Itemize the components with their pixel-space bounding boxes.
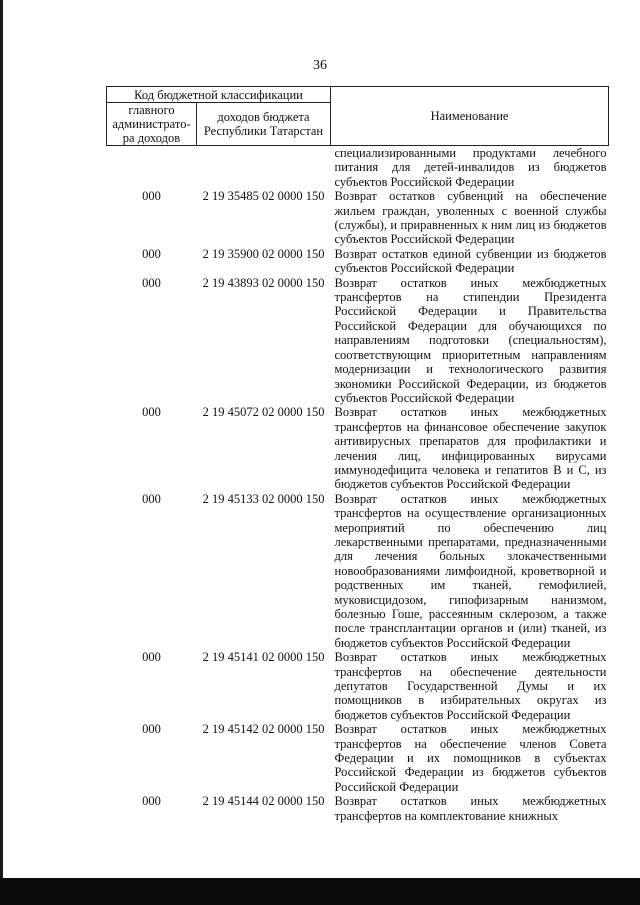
cell-name: Возврат остатков иных межбюджетных трансфертов на осуществление организационных мероприятий по обеспечению лиц лекарственными препаратами, предназначенными для лечения больных злокачественными новообразованиями лимфоидной, кроветворной и родственных им тканей, гемофилией, муковисцидозом, гипофизарным нанизмом, болезнью Гоше, рассеянным склерозом, а также после трансплантации органов и (или) тканей, из бюджетов субъектов Российской Федерации: [334, 491, 607, 650]
table-row: [107, 405, 609, 491]
table-row: [107, 276, 609, 406]
table-body: [107, 146, 609, 824]
cell-name: Возврат остатков иных межбюджетных трансфертов на обеспечение членов Совета Федерации и их помощников в субъектах Российской Федерации из бюджетов субъектов Российской Федерации: [334, 722, 607, 794]
cell-name: Возврат остатков иных межбюджетных трансфертов на обеспечение деятельности депутатов Государственной Думы и их помощников в избирательных округах из бюджетов субъектов Российской Федерации: [334, 650, 607, 722]
cell-revenue-code: 2 19 35900 02 0000 150: [202, 246, 325, 261]
cell-name: Возврат остатков иных межбюджетных трансфертов на комплектование книжных: [334, 794, 607, 823]
budget-classification-table: [106, 86, 609, 823]
cell-admin-code: 000: [142, 794, 161, 809]
cell-name: Возврат остатков единой субвенции из бюджетов субъектов Российской Федерации: [334, 246, 607, 276]
cell-revenue-code: 2 19 45141 02 0000 150: [202, 650, 325, 665]
cell-name: Возврат остатков иных межбюджетных трансфертов на финансовое обеспечение закупок антивирусных препаратов для профилактики и лечения лиц, инфицированных вирусами иммунодефицита человека и гепатитов В и С, из бюджетов субъектов Российской Федерации: [334, 405, 607, 492]
cell-name: Возврат остатков субвенций на обеспечение жильем граждан, уволенных с военной службы (службы), и приравненных к ним лиц из бюджетов субъектов Российской Федерации: [334, 189, 607, 247]
cell-admin-code: 000: [142, 246, 161, 261]
cell-revenue-code: 2 19 45072 02 0000 150: [202, 405, 325, 420]
header-chief-administrator: главного администрато-ра доходов: [107, 103, 197, 146]
cell-admin-code: 000: [142, 650, 161, 665]
cell-admin-code: 000: [142, 275, 161, 290]
cell-admin-code: 000: [142, 722, 161, 737]
cell-admin-code: 000: [142, 491, 161, 506]
table-row: [107, 146, 609, 190]
cell-revenue-code: 2 19 45142 02 0000 150: [202, 722, 325, 737]
table-row: [107, 650, 609, 722]
table-row: [107, 189, 609, 247]
cell-admin-code: 000: [142, 189, 161, 204]
cell-revenue-code: 2 19 43893 02 0000 150: [202, 275, 325, 290]
header-name: Наименование: [331, 87, 609, 146]
header-budget-code-group: Код бюджетной классификации: [107, 87, 331, 103]
cell-admin-code: [107, 146, 197, 190]
scan-bottom-border: [0, 878, 640, 905]
scan-left-edge: [0, 0, 3, 878]
cell-revenue-code: [197, 146, 331, 190]
header-revenue-code: доходов бюджета Республики Татарстан: [197, 103, 331, 146]
table-row: [107, 722, 609, 794]
cell-admin-code: 000: [142, 405, 161, 420]
table-header: [107, 87, 609, 146]
page-number: 36: [313, 58, 327, 73]
cell-name: Возврат остатков иных межбюджетных трансфертов на стипендии Президента Российской Федерации и Правительства Российской Федерации для обучающихся по направлениям подготовки (специальностям), соответствующим приоритетным направлениям модернизации и технологического развития экономики Российской Федерации, из бюджетов субъектов Российской Федерации: [334, 275, 607, 405]
cell-revenue-code: 2 19 35485 02 0000 150: [202, 189, 325, 204]
cell-revenue-code: 2 19 45133 02 0000 150: [202, 491, 325, 506]
cell-revenue-code: 2 19 45144 02 0000 150: [202, 794, 325, 809]
table-row: [107, 794, 609, 823]
table-row: [107, 247, 609, 276]
cell-name: специализированными продуктами лечебного питания для детей-инвалидов из бюджетов субъектов Российской Федерации: [334, 146, 607, 189]
table-row: [107, 492, 609, 650]
